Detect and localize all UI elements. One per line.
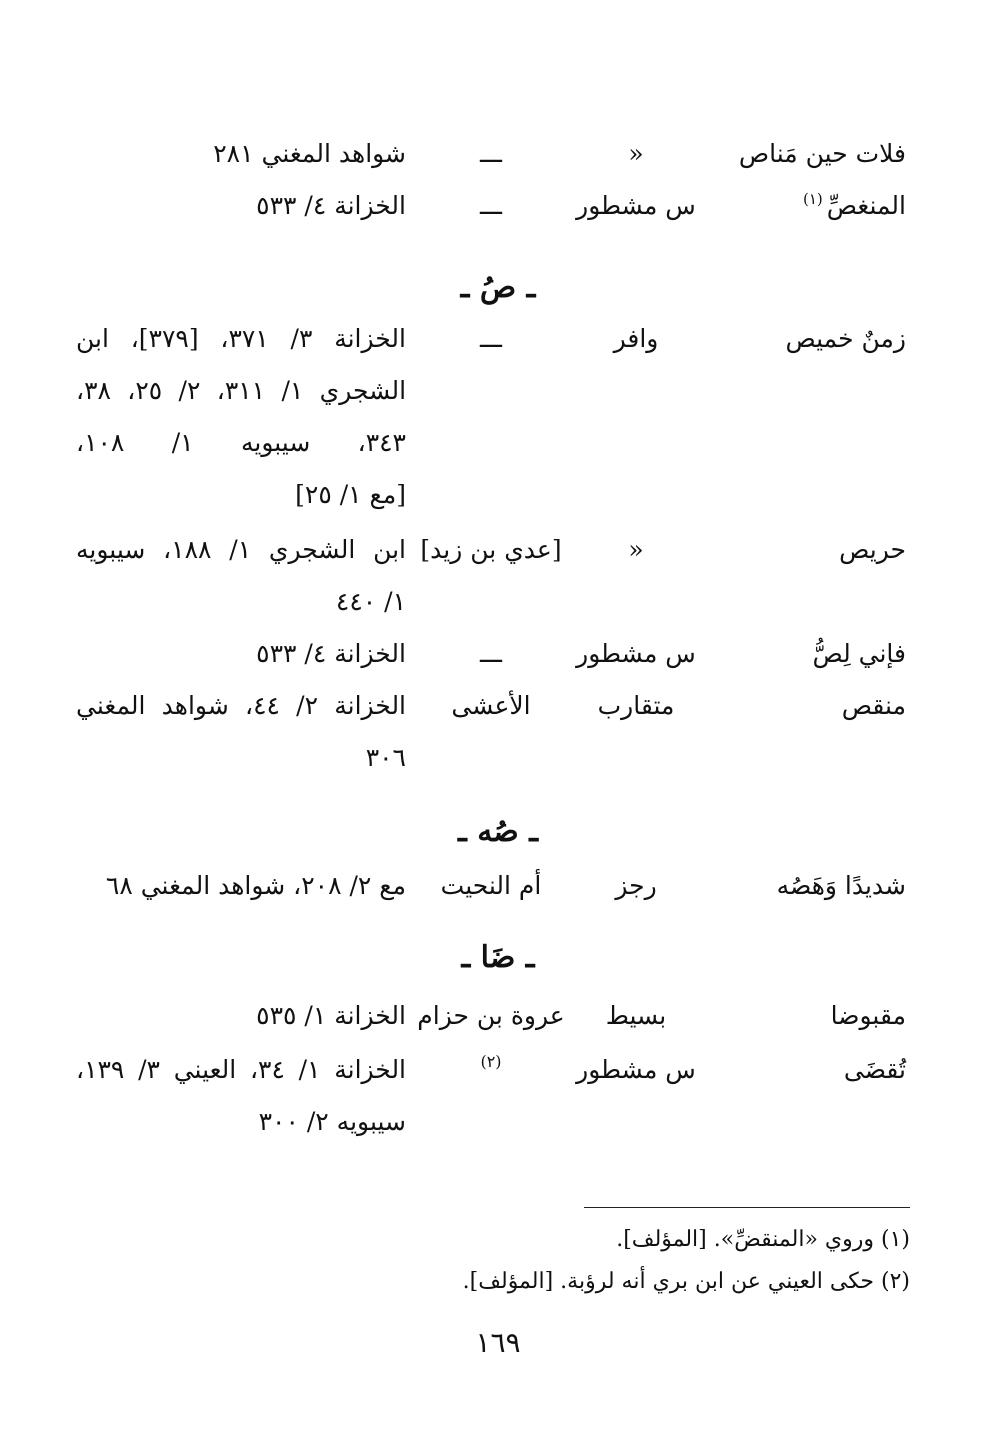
rhyme-word: مقبوضا xyxy=(830,1001,906,1030)
section-heading: ـ ضَا ـ xyxy=(461,940,535,975)
poet: ـــ xyxy=(480,139,502,168)
footnote-mark: (١) xyxy=(802,190,823,208)
entry-continuation xyxy=(0,1096,996,1148)
poet: ـــ xyxy=(480,191,502,220)
entry-continuation xyxy=(0,732,996,784)
footnote-mark: (٢) xyxy=(480,1052,502,1071)
meter: متقارب xyxy=(597,691,675,720)
meter: س مشطور xyxy=(576,639,696,668)
source-line: الخزانة ٣/ ٣٧١، [٣٧٩]، ابن xyxy=(76,324,406,353)
meter: س مشطور xyxy=(576,1055,696,1084)
rhyme-word-text: المنغصِّ xyxy=(826,191,906,220)
poet: الأعشى xyxy=(451,691,531,720)
section-heading: ـ صُه ـ xyxy=(457,814,539,849)
rhyme-word: فإني لِصُّ xyxy=(812,639,906,668)
entry-row xyxy=(0,860,996,912)
page-number: ١٦٩ xyxy=(475,1326,521,1359)
source-line: مع ٢/ ٢٠٨، شواهد المغني ٦٨ xyxy=(105,871,406,900)
meter: بسيط xyxy=(605,1001,667,1030)
poet: أم النحيت xyxy=(440,871,542,900)
source-line: ابن الشجري ١/ ١٨٨، سيبويه xyxy=(76,535,406,564)
source-line: ٣٠٦ xyxy=(365,743,406,772)
source-line: الخزانة ٢/ ٤٤، شواهد المغني xyxy=(76,691,407,720)
rhyme-word: حريص xyxy=(839,535,906,564)
entry-row xyxy=(0,128,996,180)
source-line: الخزانة ١/ ٣٤، العيني ٣/ ١٣٩، xyxy=(76,1055,407,1084)
rhyme-word: زمنٌ خميص xyxy=(785,324,906,353)
entry-row xyxy=(0,680,996,732)
meter: « xyxy=(628,139,644,168)
footnote: (١) وروي «المنقضِّ». [المؤلف]. xyxy=(616,1227,910,1252)
entry-continuation xyxy=(0,365,996,417)
meter: وافر xyxy=(613,324,659,353)
source-line: الخزانة ٤/ ٥٣٣ xyxy=(256,639,406,668)
source-line: شواهد المغني ٢٨١ xyxy=(213,139,406,168)
rhyme-word: فلات حين مَناص xyxy=(738,139,906,168)
entry-row xyxy=(0,180,996,232)
meter: « xyxy=(628,535,644,564)
source-line: ١/ ٤٤٠ xyxy=(335,587,406,616)
entry-row xyxy=(0,628,996,680)
source-line: ٣٤٣، سيبويه ١/ ١٠٨، xyxy=(76,428,406,457)
source-line: [مع ١/ ٢٥] xyxy=(295,480,406,509)
entry-continuation xyxy=(0,469,996,521)
rhyme-word: منقص xyxy=(841,691,906,720)
poet: ـــ xyxy=(480,324,502,353)
entry-continuation xyxy=(0,576,996,628)
entry-row xyxy=(0,524,996,576)
entry-row xyxy=(0,990,996,1042)
meter: س مشطور xyxy=(576,191,696,220)
entry-continuation xyxy=(0,417,996,469)
poet: ـــ xyxy=(480,639,502,668)
section-heading: ـ صُ ـ xyxy=(460,270,536,305)
rhyme-word xyxy=(706,180,906,235)
rhyme-word: شديدًا وَهَصُه xyxy=(776,871,906,900)
entry-row xyxy=(0,313,996,365)
poet: [عدي بن زيد] xyxy=(420,535,562,564)
footnote-divider xyxy=(584,1207,910,1208)
rhyme-word: تُقضَى xyxy=(843,1055,906,1084)
meter: رجز xyxy=(615,871,657,900)
source-line: الخزانة ٤/ ٥٣٣ xyxy=(256,191,406,220)
poet: عروة بن حزام xyxy=(417,1001,565,1030)
source-line: الخزانة ١/ ٥٣٥ xyxy=(256,1001,406,1030)
source-line: سيبويه ٢/ ٣٠٠ xyxy=(258,1107,406,1136)
entry-row xyxy=(0,1044,996,1096)
source-line: الشجري ١/ ٣١١، ٢/ ٢٥، ٣٨، xyxy=(76,376,407,405)
footnote: (٢) حكى العيني عن ابن بري أنه لرؤبة. [المؤلف]. xyxy=(462,1269,910,1294)
